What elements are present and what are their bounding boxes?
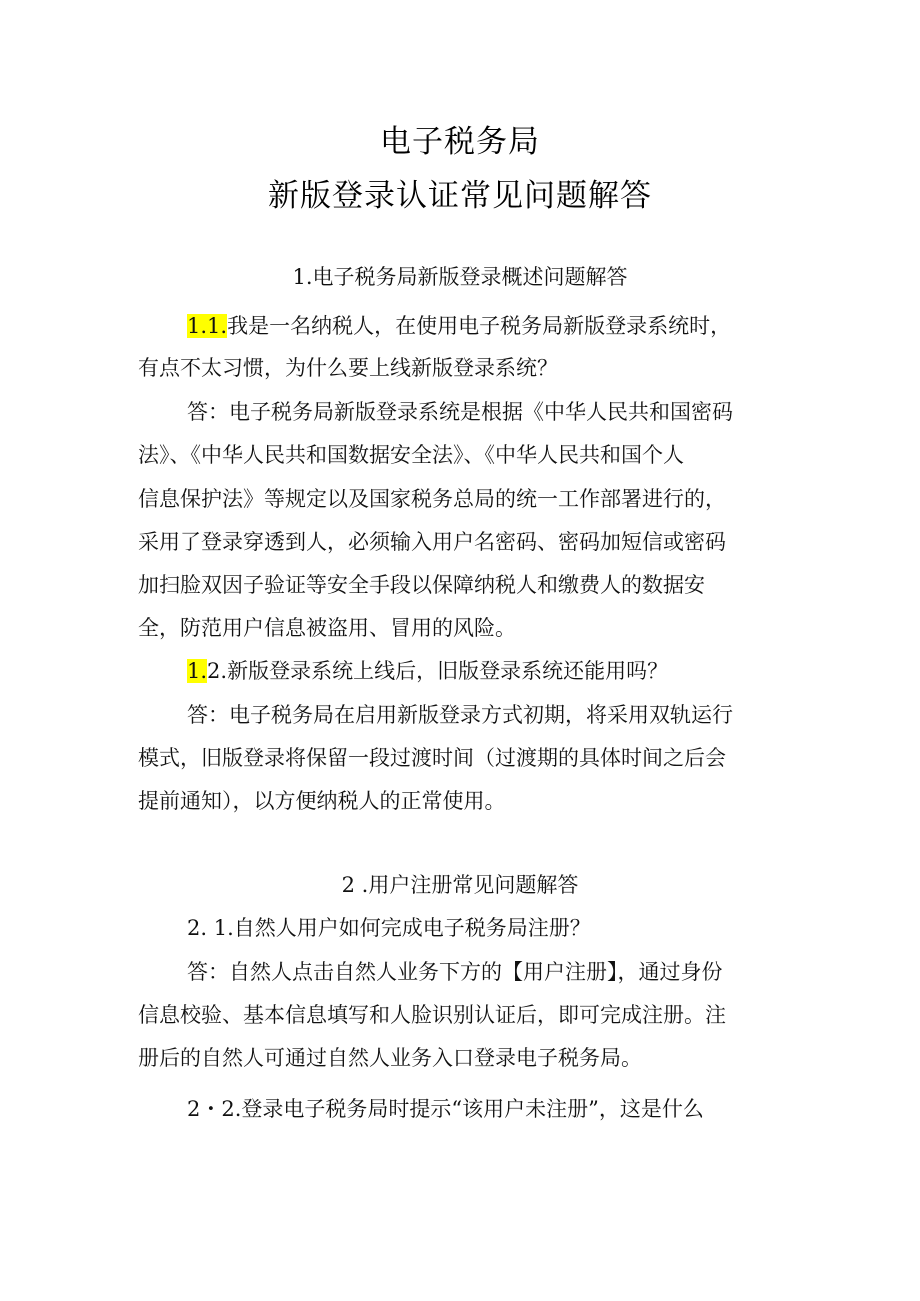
question-2-2: 2・2.登录电子税务局时提示“该用户未注册”，这是什么 — [187, 1097, 704, 1121]
answer-1-2-line-2: 模式，旧版登录将保留一段过渡时间（过渡期的具体时间之后会 — [138, 746, 726, 770]
answer-2-1-line-1: 答：自然人点击自然人业务下方的【用户注册】，通过身份 — [187, 960, 723, 984]
answer-1-1-line-5: 加扫脸双因子验证等安全手段以保障纳税人和缴费人的数据安 — [138, 573, 705, 597]
question-text: 2.新版登录系统上线后，旧版登录系统还能用吗？ — [207, 659, 669, 683]
question-1-1 — [187, 311, 731, 341]
answer-1-2-line-3: 提前通知），以方便纳税人的正常使用。 — [138, 789, 506, 813]
section-1-heading: 1.电子税务局新版登录概述问题解答 — [292, 265, 628, 289]
answer-1-1-line-4: 采用了登录穿透到人，必须输入用户名密码、密码加短信或密码 — [138, 530, 726, 554]
highlight-number: 1. — [187, 659, 208, 683]
highlight-number: 1.1. — [187, 314, 228, 338]
document-title-line-2: 新版登录认证常见问题解答 — [268, 178, 652, 214]
section-2-heading: 2 .用户注册常见问题解答 — [341, 873, 579, 897]
answer-1-1-line-2: 法》、《中华人民共和国数据安全法》、《中华人民共和国个人 — [138, 443, 684, 467]
question-2-1: 2. 1.自然人用户如何完成电子税务局注册？ — [187, 916, 591, 940]
question-1-2 — [187, 656, 668, 686]
document-title-line-1: 电子税务局 — [380, 124, 540, 160]
answer-1-1-line-6: 全，防范用户信息被盗用、冒用的风险。 — [138, 616, 516, 640]
answer-1-1-line-3: 信息保护法》等规定以及国家税务总局的统一工作部署进行的， — [138, 487, 726, 511]
answer-2-1-line-3: 册后的自然人可通过自然人业务入口登录电子税务局。 — [138, 1046, 642, 1070]
answer-1-2-line-1: 答：电子税务局在启用新版登录方式初期，将采用双轨运行 — [187, 703, 733, 727]
answer-2-1-line-2: 信息校验、基本信息填写和人脸识别认证后，即可完成注册。注 — [138, 1003, 726, 1027]
question-1-1-cont: 有点不太习惯，为什么要上线新版登录系统？ — [138, 356, 558, 380]
answer-1-1-line-1: 答：电子税务局新版登录系统是根据《中华人民共和国密码 — [187, 400, 733, 424]
question-text: 我是一名纳税人，在使用电子税务局新版登录系统时， — [227, 314, 732, 338]
